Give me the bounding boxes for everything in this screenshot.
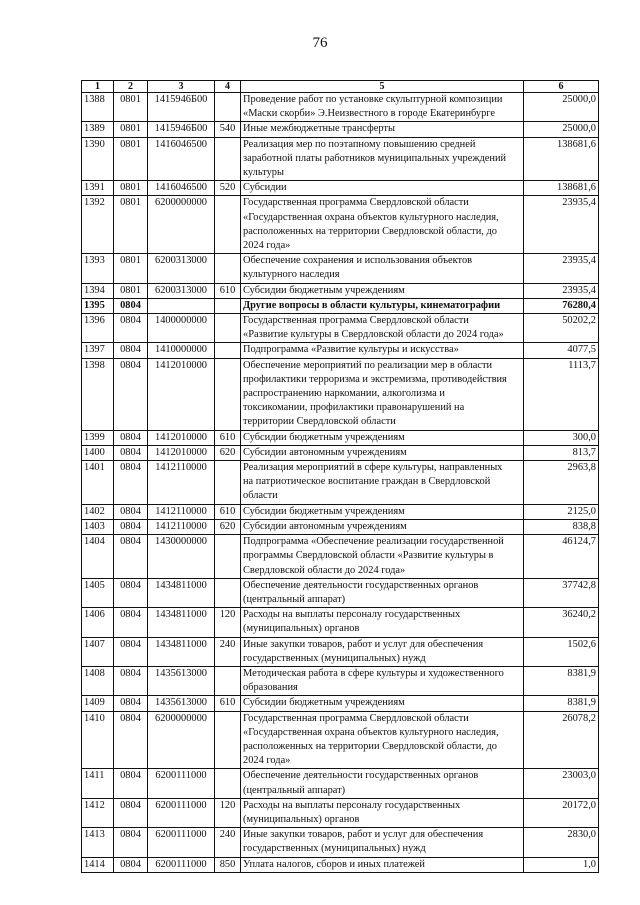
- section-code-cell: 0804: [114, 857, 148, 872]
- description-line: 2024 года»: [243, 755, 291, 767]
- amount-cell: 1502,6: [524, 637, 599, 666]
- table-row: [82, 828, 599, 857]
- table-row: [82, 711, 599, 769]
- amount-cell: 2125,0: [524, 504, 599, 519]
- section-code-cell: 0801: [114, 122, 148, 137]
- table-row: [82, 769, 599, 798]
- description-cell: [241, 857, 524, 872]
- section-code-cell: 0804: [114, 637, 148, 666]
- description-line: территории Свердловской области: [243, 416, 396, 428]
- description-cell: [241, 430, 524, 445]
- description-cell: [241, 358, 524, 430]
- row-number-cell: 1406: [82, 608, 114, 637]
- table-row: [82, 535, 599, 579]
- description-cell: [241, 93, 524, 122]
- table-row: [82, 504, 599, 519]
- description-line: Иные межбюджетные трансферты: [243, 123, 395, 135]
- section-code-cell: 0804: [114, 461, 148, 505]
- description-cell: [241, 519, 524, 534]
- row-number-cell: 1412: [82, 798, 114, 827]
- amount-cell: 36240,2: [524, 608, 599, 637]
- description-line: Подпрограмма «Развитие культуры и искусства»: [243, 344, 459, 356]
- row-number-cell: 1411: [82, 769, 114, 798]
- amount-cell: 2963,8: [524, 461, 599, 505]
- description-line: расположенных на территории Свердловской области, до: [243, 740, 497, 752]
- expense-type-cell: [215, 461, 241, 505]
- table-row: [82, 298, 599, 313]
- description-line: Расходы на выплаты персоналу государственных: [243, 609, 461, 621]
- expense-type-cell: [215, 358, 241, 430]
- header-cell-description: 5: [241, 81, 524, 93]
- expense-type-cell: 520: [215, 181, 241, 196]
- expense-type-cell: [215, 137, 241, 181]
- description-line: (муниципальных) органов: [243, 813, 360, 825]
- amount-cell: 4077,5: [524, 343, 599, 358]
- table-row: [82, 430, 599, 445]
- description-cell: [241, 608, 524, 637]
- row-number-cell: 1404: [82, 535, 114, 579]
- amount-cell: 138681,6: [524, 181, 599, 196]
- amount-cell: 20172,0: [524, 798, 599, 827]
- target-code-cell: 1415946Б00: [148, 93, 215, 122]
- row-number-cell: 1407: [82, 637, 114, 666]
- table-row: [82, 181, 599, 196]
- description-line: Государственная программа Свердловской области: [243, 315, 469, 327]
- target-code-cell: 1415946Б00: [148, 122, 215, 137]
- description-line: «Развитие культуры в Свердловской области до 2024 года»: [243, 329, 504, 341]
- amount-cell: 25000,0: [524, 93, 599, 122]
- expense-type-cell: 610: [215, 283, 241, 298]
- target-code-cell: 1434811000: [148, 608, 215, 637]
- expense-type-cell: [215, 298, 241, 313]
- expense-type-cell: 120: [215, 798, 241, 827]
- expense-type-cell: 240: [215, 637, 241, 666]
- table-row: [82, 461, 599, 505]
- description-cell: [241, 254, 524, 283]
- target-code-cell: 1434811000: [148, 578, 215, 607]
- table-row: [82, 137, 599, 181]
- amount-cell: 46124,7: [524, 535, 599, 579]
- target-code-cell: 1435613000: [148, 696, 215, 711]
- section-code-cell: 0804: [114, 578, 148, 607]
- target-code-cell: 6200313000: [148, 283, 215, 298]
- description-line: на патриотическое воспитание граждан в Свердловской: [243, 476, 491, 488]
- target-code-cell: 6200000000: [148, 711, 215, 769]
- target-code-cell: 1400000000: [148, 314, 215, 343]
- description-line: программы Свердловской области «Развитие культуры в: [243, 550, 494, 562]
- description-line: Свердловской области до 2024 года»: [243, 564, 406, 576]
- row-number-cell: 1396: [82, 314, 114, 343]
- description-cell: [241, 711, 524, 769]
- description-line: Реализация мер по поэтапному повышению средней: [243, 138, 476, 150]
- description-line: Государственная программа Свердловской области: [243, 712, 469, 724]
- description-line: Субсидии автономным учреждениям: [243, 520, 407, 532]
- expense-type-cell: 240: [215, 828, 241, 857]
- table-row: [82, 608, 599, 637]
- row-number-cell: 1398: [82, 358, 114, 430]
- section-code-cell: 0804: [114, 519, 148, 534]
- amount-cell: 50202,2: [524, 314, 599, 343]
- table-row: [82, 283, 599, 298]
- description-line: Уплата налогов, сборов и иных платежей: [243, 858, 425, 870]
- row-number-cell: 1409: [82, 696, 114, 711]
- amount-cell: 23935,4: [524, 196, 599, 254]
- description-line: государственных (муниципальных) нужд: [243, 652, 426, 664]
- description-line: (центральный аппарат): [243, 593, 346, 605]
- target-code-cell: 1434811000: [148, 637, 215, 666]
- section-code-cell: 0804: [114, 608, 148, 637]
- amount-cell: 813,7: [524, 445, 599, 460]
- description-line: Обеспечение деятельности государственных органов: [243, 770, 479, 782]
- expense-type-cell: 620: [215, 445, 241, 460]
- table-row: [82, 358, 599, 430]
- description-line: Другие вопросы в области культуры, кинематографии: [243, 299, 501, 311]
- table-row: [82, 666, 599, 695]
- description-line: токсикомании, профилактики правонарушений на: [243, 402, 465, 414]
- description-line: (муниципальных) органов: [243, 623, 360, 635]
- amount-cell: 138681,6: [524, 137, 599, 181]
- row-number-cell: 1408: [82, 666, 114, 695]
- section-code-cell: 0804: [114, 828, 148, 857]
- section-code-cell: 0804: [114, 535, 148, 579]
- target-code-cell: 1416046500: [148, 181, 215, 196]
- row-number-cell: 1392: [82, 196, 114, 254]
- description-line: Обеспечение деятельности государственных органов: [243, 579, 479, 591]
- target-code-cell: 6200111000: [148, 828, 215, 857]
- row-number-cell: 1394: [82, 283, 114, 298]
- description-cell: [241, 504, 524, 519]
- description-line: Субсидии бюджетным учреждениям: [243, 697, 405, 709]
- description-cell: [241, 696, 524, 711]
- amount-cell: 26078,2: [524, 711, 599, 769]
- section-code-cell: 0801: [114, 283, 148, 298]
- header-cell-expense-type: 4: [215, 81, 241, 93]
- description-line: Обеспечение сохранения и использования объектов: [243, 255, 473, 267]
- description-line: образования: [243, 682, 298, 694]
- table-row: [82, 93, 599, 122]
- description-line: области: [243, 490, 278, 502]
- table-row: [82, 445, 599, 460]
- description-cell: [241, 535, 524, 579]
- expense-type-cell: 610: [215, 430, 241, 445]
- row-number-cell: 1388: [82, 93, 114, 122]
- section-code-cell: 0804: [114, 358, 148, 430]
- table-row: [82, 343, 599, 358]
- row-number-cell: 1413: [82, 828, 114, 857]
- description-line: Подпрограмма «Обеспечение реализации государственной: [243, 536, 504, 548]
- target-code-cell: 6200111000: [148, 798, 215, 827]
- description-cell: [241, 445, 524, 460]
- description-cell: [241, 343, 524, 358]
- amount-cell: 37742,8: [524, 578, 599, 607]
- description-line: (центральный аппарат): [243, 784, 346, 796]
- section-code-cell: 0801: [114, 254, 148, 283]
- table-row: [82, 857, 599, 872]
- description-cell: [241, 196, 524, 254]
- description-line: 2024 года»: [243, 240, 291, 252]
- description-cell: [241, 298, 524, 313]
- table-row: [82, 196, 599, 254]
- target-code-cell: 1410000000: [148, 343, 215, 358]
- description-cell: [241, 828, 524, 857]
- description-cell: [241, 666, 524, 695]
- description-line: Субсидии автономным учреждениям: [243, 446, 407, 458]
- row-number-cell: 1405: [82, 578, 114, 607]
- description-line: Методическая работа в сфере культуры и художественного: [243, 667, 504, 679]
- amount-cell: 23935,4: [524, 254, 599, 283]
- table-body: [82, 93, 599, 873]
- table-row: [82, 519, 599, 534]
- section-code-cell: 0804: [114, 769, 148, 798]
- row-number-cell: 1401: [82, 461, 114, 505]
- target-code-cell: 1430000000: [148, 535, 215, 579]
- section-code-cell: 0804: [114, 343, 148, 358]
- section-code-cell: 0804: [114, 445, 148, 460]
- description-cell: [241, 181, 524, 196]
- header-cell-section: 2: [114, 81, 148, 93]
- description-line: профилактики терроризма и экстремизма, противодействия: [243, 373, 507, 385]
- amount-cell: 23003,0: [524, 769, 599, 798]
- target-code-cell: 1412010000: [148, 358, 215, 430]
- target-code-cell: 6200111000: [148, 769, 215, 798]
- description-line: Реализация мероприятий в сфере культуры, направленных: [243, 462, 503, 474]
- expense-type-cell: [215, 93, 241, 122]
- section-code-cell: 0804: [114, 711, 148, 769]
- header-cell-row-number: 1: [82, 81, 114, 93]
- description-line: Субсидии: [243, 182, 287, 194]
- row-number-cell: 1400: [82, 445, 114, 460]
- description-cell: [241, 137, 524, 181]
- target-code-cell: 1412110000: [148, 461, 215, 505]
- description-line: «Государственная охрана объектов культурного наследия,: [243, 726, 499, 738]
- expense-type-cell: [215, 254, 241, 283]
- row-number-cell: 1410: [82, 711, 114, 769]
- row-number-cell: 1399: [82, 430, 114, 445]
- section-code-cell: 0801: [114, 181, 148, 196]
- description-line: Субсидии бюджетным учреждениям: [243, 431, 405, 443]
- target-code-cell: 1435613000: [148, 666, 215, 695]
- section-code-cell: 0804: [114, 666, 148, 695]
- row-number-cell: 1391: [82, 181, 114, 196]
- expense-type-cell: [215, 666, 241, 695]
- page-number: 76: [312, 35, 328, 51]
- description-cell: [241, 283, 524, 298]
- expense-type-cell: 610: [215, 504, 241, 519]
- section-code-cell: 0801: [114, 137, 148, 181]
- section-code-cell: 0804: [114, 430, 148, 445]
- section-code-cell: 0804: [114, 314, 148, 343]
- description-line: Субсидии бюджетным учреждениям: [243, 284, 405, 296]
- section-code-cell: 0801: [114, 93, 148, 122]
- description-line: Расходы на выплаты персоналу государственных: [243, 799, 461, 811]
- amount-cell: 838,8: [524, 519, 599, 534]
- description-line: Проведение работ по установке скульптурной композиции: [243, 94, 503, 105]
- description-line: расположенных на территории Свердловской области, до: [243, 225, 497, 237]
- expense-type-cell: 540: [215, 122, 241, 137]
- description-cell: [241, 578, 524, 607]
- table-row: [82, 578, 599, 607]
- target-code-cell: 1416046500: [148, 137, 215, 181]
- expense-type-cell: [215, 535, 241, 579]
- row-number-cell: 1402: [82, 504, 114, 519]
- target-code-cell: [148, 298, 215, 313]
- section-code-cell: 0801: [114, 196, 148, 254]
- budget-table: [81, 80, 599, 873]
- row-number-cell: 1390: [82, 137, 114, 181]
- row-number-cell: 1389: [82, 122, 114, 137]
- description-cell: [241, 122, 524, 137]
- table-row: [82, 637, 599, 666]
- description-line: Иные закупки товаров, работ и услуг для обеспечения: [243, 638, 484, 650]
- table-row: [82, 254, 599, 283]
- row-number-cell: 1393: [82, 254, 114, 283]
- target-code-cell: 1412110000: [148, 519, 215, 534]
- description-line: культурного наследия: [243, 269, 340, 281]
- amount-cell: 8381,9: [524, 666, 599, 695]
- section-code-cell: 0804: [114, 504, 148, 519]
- target-code-cell: 6200111000: [148, 857, 215, 872]
- amount-cell: 8381,9: [524, 696, 599, 711]
- expense-type-cell: 610: [215, 696, 241, 711]
- target-code-cell: 1412010000: [148, 445, 215, 460]
- row-number-cell: 1414: [82, 857, 114, 872]
- section-code-cell: 0804: [114, 798, 148, 827]
- expense-type-cell: 620: [215, 519, 241, 534]
- amount-cell: 25000,0: [524, 122, 599, 137]
- amount-cell: 2830,0: [524, 828, 599, 857]
- description-cell: [241, 461, 524, 505]
- description-line: Государственная программа Свердловской области: [243, 197, 469, 209]
- expense-type-cell: 120: [215, 608, 241, 637]
- description-cell: [241, 798, 524, 827]
- section-code-cell: 0804: [114, 298, 148, 313]
- description-line: государственных (муниципальных) нужд: [243, 843, 426, 855]
- amount-cell: 23935,4: [524, 283, 599, 298]
- description-line: заработной платы работников муниципальных учреждений: [243, 152, 507, 164]
- amount-cell: 300,0: [524, 430, 599, 445]
- description-line: Иные закупки товаров, работ и услуг для обеспечения: [243, 829, 484, 841]
- expense-type-cell: [215, 711, 241, 769]
- table-row: [82, 122, 599, 137]
- target-code-cell: 1412010000: [148, 430, 215, 445]
- description-cell: [241, 769, 524, 798]
- row-number-cell: 1403: [82, 519, 114, 534]
- amount-cell: 1,0: [524, 857, 599, 872]
- table-row: [82, 696, 599, 711]
- header-cell-amount: 6: [524, 81, 599, 93]
- description-line: Обеспечение мероприятий по реализации мер в области: [243, 359, 493, 371]
- expense-type-cell: 850: [215, 857, 241, 872]
- amount-cell: 76280,4: [524, 298, 599, 313]
- table-header-row: [82, 81, 599, 93]
- expense-type-cell: [215, 343, 241, 358]
- expense-type-cell: [215, 578, 241, 607]
- description-cell: [241, 314, 524, 343]
- description-line: Субсидии бюджетным учреждениям: [243, 505, 405, 517]
- expense-type-cell: [215, 196, 241, 254]
- section-code-cell: 0804: [114, 696, 148, 711]
- description-line: распространению наркомании, алкоголизма и: [243, 388, 445, 400]
- target-code-cell: 1412110000: [148, 504, 215, 519]
- target-code-cell: 6200313000: [148, 254, 215, 283]
- target-code-cell: 6200000000: [148, 196, 215, 254]
- row-number-cell: 1395: [82, 298, 114, 313]
- table-row: [82, 798, 599, 827]
- header-cell-target-code: 3: [148, 81, 215, 93]
- amount-cell: 1113,7: [524, 358, 599, 430]
- description-line: «Маски скорби» Э.Неизвестного в городе Екатеринбурге: [243, 108, 496, 120]
- row-number-cell: 1397: [82, 343, 114, 358]
- expense-type-cell: [215, 314, 241, 343]
- table-row: [82, 314, 599, 343]
- description-line: «Государственная охрана объектов культурного наследия,: [243, 211, 499, 223]
- description-line: культуры: [243, 167, 284, 179]
- expense-type-cell: [215, 769, 241, 798]
- description-cell: [241, 637, 524, 666]
